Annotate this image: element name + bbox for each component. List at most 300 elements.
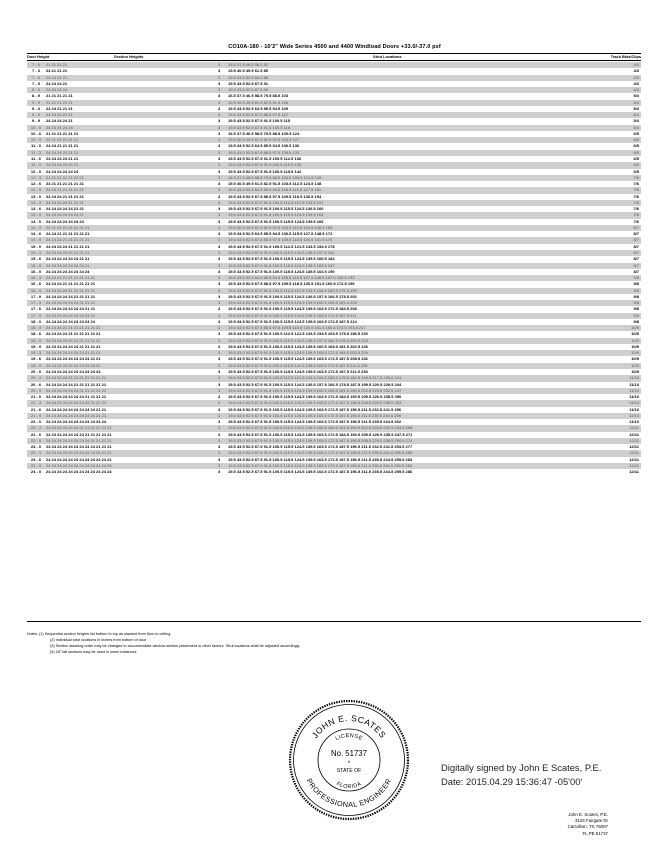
- section-count-cell: 3: [218, 362, 221, 368]
- strut-locations-cell: 19.5 43.5 52.5 67.5 88.5 97.5 109.5 118.5 130.5 151.5 160.5 172.5 193.5 217: [228, 325, 366, 331]
- section-count-cell: 3: [218, 300, 221, 306]
- door-height-cell: 22 - 3: [30, 425, 42, 431]
- track-bkts-cell: 11/10: [629, 375, 639, 381]
- door-height-cell: 7 - 9: [31, 80, 40, 86]
- section-count-cell: 3: [218, 112, 221, 118]
- strut-locations-cell: 19.5 43.5 52.5 64.5 85.5 94.5 106.5 130: [228, 143, 300, 149]
- section-heights-cell: 24 24 24 24 24 24 24 21 21 21: [46, 350, 101, 356]
- track-bkts-cell: 7/6: [633, 199, 639, 205]
- section-count-cell: 3: [218, 450, 221, 456]
- section-count-cell: 3: [218, 306, 221, 312]
- section-heights-cell: 24 24 24 24 24: [46, 124, 73, 130]
- section-count-cell: 3: [218, 356, 221, 362]
- strut-locations-cell: 19.5 43.5 52.5 67.5 91.5 100.5 115.5 124.5 139.5 163.5 172.5 187.5 196.5 208.5 229.5 238.5 253: [228, 400, 402, 406]
- door-height-cell: 17 - 6: [30, 306, 42, 312]
- track-bkts-cell: 6/5: [633, 162, 639, 168]
- door-height-cell: 11 - 0: [30, 143, 41, 149]
- section-heights-cell: 24 24 24 24 24 21 21 21: [46, 249, 90, 255]
- strut-locations-cell: 19.5 43.5 52.5 67.5 91.5 100.5 115.5 124.5 139.5 163.5 172.5 187.5 196.5 211.5 235.5 244.5 262: [228, 419, 402, 425]
- strut-locations-cell: 19.5 43.5 52.5 67.5 91.5 100.5 115.5 124.5 136.5 157.5 166.5 178.5 202: [228, 293, 357, 299]
- strut-locations-cell: 19.5 43.5 52.5 67.5 91.5 100.5 115.5 124.5 139.5 163.5 172.5 184.5 193.5 205.5 226.5 235.5 247.5 271: [228, 431, 413, 437]
- strut-locations-cell: 16.5 37.5 46.5 58.5 82: [228, 62, 269, 67]
- track-bkts-cell: 12/11: [629, 463, 639, 468]
- strut-locations-cell: 19.5 43.5 52.5 67.5 91.5 100.5 115.5 124.5 139.5 160.5 169.5 181.5 190.5 202.5 223.5 232.5 247: [228, 387, 402, 393]
- door-height-cell: 22 - 9: [30, 437, 42, 443]
- section-count-cell: 3: [218, 369, 221, 375]
- door-height-cell: 13 - 6: [30, 206, 42, 212]
- section-heights-cell: 24 24 24 24 21 21 21 21 21: [46, 287, 95, 293]
- header-top-rule: [27, 53, 641, 54]
- door-height-cell: 21 - 6: [30, 406, 42, 412]
- section-count-cell: 3: [218, 130, 221, 136]
- section-count-cell: 3: [218, 149, 221, 155]
- track-bkts-cell: 7/6: [633, 181, 639, 187]
- section-heights-cell: 24 24 21 21 21 21 21 21: [46, 231, 90, 237]
- section-count-cell: 3: [218, 456, 221, 462]
- strut-locations-cell: 19.5 43.5 52.5 67.5 91.5 100.5 112.5 136: [228, 155, 302, 161]
- strut-locations-cell: 19.5 43.5 52.5 67.5 91.5 100.5 115.5 124.5 139.5 163.5 172.5 187.5 211.5 238: [228, 369, 368, 375]
- section-count-cell: 3: [218, 444, 221, 450]
- section-count-cell: 3: [218, 193, 221, 199]
- signature-line-1: Digitally signed by John E Scates, P.E.: [441, 762, 602, 773]
- section-heights-cell: 24 24 24 24 24 24 24 24 24 24 24 24: [46, 463, 112, 468]
- strut-locations-cell: 19.5 43.5 52.5 67.5 91.5 100.5 115.5 124.5 139.5 163.5 172.5 187.5 196.5 211.5 235.5 244.5 259.5 283: [228, 463, 413, 468]
- strut-locations-cell: 19.5 43.5 52.5 67.5 91.5 100.5 115: [228, 118, 291, 124]
- section-count-cell: 3: [218, 425, 221, 431]
- door-height-cell: 21 - 3: [30, 400, 42, 406]
- section-count-cell: 3: [218, 212, 221, 218]
- section-count-cell: 3: [218, 437, 221, 443]
- door-height-cell: 19 - 3: [30, 350, 42, 356]
- strut-locations-cell: 19.5 40.5 49.5 61.5 82.5 91.5 103.5 112.5 124.5 145.5 169: [228, 224, 333, 230]
- track-bkts-cell: 7/6: [633, 206, 639, 212]
- track-bkts-cell: 10/9: [631, 356, 639, 362]
- seal-state-text: FLORIDA: [335, 781, 363, 791]
- header-bottom-rule: [27, 60, 641, 61]
- door-height-cell: 12 - 9: [30, 187, 42, 193]
- strut-locations-cell: 19.5 43.5 52.5 67.5 91.5 100.5 112.5 121.5 133.5 154.5 163.5 175.5 184.5 196.5 217.5 226.5 241: [228, 375, 402, 381]
- strut-locations-cell: 19.5 43.5 52.5 67.5 91.5 100.5 115.5 124.5 139.5 160.5 169.5 181.5 190.5 202.5 223.5 232.5 244.5 268: [228, 425, 413, 431]
- section-heights-cell: 24 24 24 24 24 24 24 24 24 24 21 21: [46, 450, 112, 456]
- notes-block: [27, 631, 300, 655]
- door-height-cell: 23 - 0: [30, 444, 42, 450]
- table-title: CO10A-180 - 10'2" Wide Series 4500 and 4400 Windload Doors +33.0/-37.0 psf: [228, 44, 441, 50]
- section-heights-cell: 24 24 21 21: [46, 74, 68, 80]
- track-bkts-cell: 8/7: [633, 256, 639, 262]
- door-height-cell: 15 - 9: [30, 262, 42, 268]
- strut-locations-cell: 19.5 43.5 52.5 67.5 91.5 100.5 115.5 124.5 139.5 160.5 184: [228, 256, 335, 262]
- track-bkts-cell: 6/5: [633, 143, 639, 149]
- section-count-cell: 3: [218, 174, 221, 180]
- engineer-address: [536, 812, 608, 837]
- track-bkts-cell: 11/10: [629, 387, 639, 393]
- track-bkts-cell: 12/11: [629, 425, 639, 431]
- door-height-cell: 18 - 0: [30, 318, 42, 324]
- door-height-cell: 20 - 0: [30, 369, 42, 375]
- track-bkts-cell: 8/7: [633, 237, 639, 243]
- track-bkts-cell: 9/8: [633, 300, 639, 306]
- track-bkts-cell: 6/5: [633, 149, 639, 155]
- track-bkts-cell: 5/4: [633, 99, 639, 105]
- section-heights-cell: 24 24 24 24 24 24 21 21 21 21: [46, 343, 101, 349]
- track-bkts-cell: 10/9: [631, 369, 639, 375]
- door-height-cell: 8 - 0: [31, 87, 40, 93]
- header-door-height: Door Height: [27, 54, 50, 59]
- strut-locations-cell: 19.5 40.5 49.5 61.5 82.5 91.5 103.5 127: [228, 137, 300, 143]
- engineer-street: 3126 Fairgate Dr: [575, 818, 608, 824]
- strut-locations-cell: 19.5 43.5 52.5 64.5 88: [228, 74, 269, 80]
- section-heights-cell: 24 21 21 21 21 21: [46, 137, 79, 143]
- section-heights-cell: 24 24 24 21: [46, 80, 68, 86]
- section-count-cell: 3: [218, 218, 221, 224]
- track-bkts-cell: 10/9: [631, 331, 639, 337]
- note-3: (3) Section stacking order may be changed to accommodate window section placement or other factors. Strut locations shall be adjusted accordingly.: [50, 644, 301, 648]
- door-height-cell: 23 - 9: [30, 463, 42, 468]
- track-bkts-cell: 11/10: [629, 394, 639, 400]
- strut-table: [27, 62, 641, 476]
- section-count-cell: 3: [218, 375, 221, 381]
- door-height-cell: 10 - 0: [30, 124, 42, 130]
- engineer-pe: FL PE 51737: [582, 830, 608, 836]
- section-heights-cell: 21 21 21 21 21 21 21: [46, 174, 84, 180]
- section-heights-cell: 24 24 24 21 21 21 21 21 21: [46, 281, 95, 287]
- door-height-cell: 12 - 0: [30, 168, 42, 174]
- section-heights-cell: 21 21 21 21 21: [46, 93, 73, 99]
- seal-bottom-text: PROFESSIONAL ENGINEER: [304, 776, 394, 810]
- section-count-cell: 3: [218, 243, 221, 249]
- door-height-cell: 16 - 0: [30, 268, 42, 274]
- track-bkts-cell: 6/5: [633, 137, 639, 143]
- section-heights-cell: 21 21 21 21: [46, 62, 68, 67]
- table-bottom-rule: [27, 621, 641, 622]
- door-height-cell: 19 - 0: [30, 343, 42, 349]
- section-count-cell: 3: [218, 262, 221, 268]
- strut-locations-cell: 19.5 43.5 52.5 67.5 88.5 97.5 112: [228, 112, 288, 118]
- track-bkts-cell: 12/11: [629, 456, 639, 462]
- section-count-cell: 3: [218, 469, 221, 475]
- door-height-cell: 8 - 9: [31, 93, 40, 99]
- door-height-cell: 13 - 3: [30, 199, 42, 205]
- section-heights-cell: 24 24 24 24 24 24 24 21 21 21 21: [46, 394, 107, 400]
- door-height-cell: 23 - 3: [30, 450, 42, 456]
- section-count-cell: 3: [218, 337, 221, 343]
- section-heights-cell: 24 24 21 21 21 21 21 21 21: [46, 275, 95, 281]
- strut-locations-cell: 19.5 43.5 52.5 64.5 85.5 94.5 106.5 115.5 127.5 148.5 172: [228, 231, 333, 237]
- track-bkts-cell: 7/6: [633, 212, 639, 218]
- door-height-cell: 11 - 9: [31, 162, 41, 168]
- track-bkts-cell: 4/3: [633, 87, 639, 93]
- section-heights-cell: 24 24 24 24 21: [46, 118, 73, 124]
- section-count-cell: 3: [218, 80, 221, 86]
- engineer-city: Carrollton, TX 75007: [567, 824, 608, 830]
- section-count-cell: 3: [218, 325, 221, 331]
- door-height-cell: 22 - 0: [30, 419, 42, 425]
- strut-locations-cell: 19.5 40.5 49.5 61.5 82.5 91.5 103.5 112.5 124.5 148: [228, 181, 322, 187]
- door-height-cell: 9 - 3: [31, 105, 40, 111]
- door-height-cell: 13 - 9: [30, 212, 42, 218]
- section-count-cell: 3: [218, 231, 221, 237]
- section-heights-cell: 24 24 24 24 24 24 24 24 21 21: [46, 356, 101, 362]
- seal-name-text: JOHN E. SCATES: [309, 712, 389, 741]
- section-count-cell: 3: [218, 62, 221, 67]
- door-height-cell: 10 - 9: [30, 137, 42, 143]
- section-count-cell: 3: [218, 431, 221, 437]
- section-count-cell: 3: [218, 93, 221, 99]
- strut-locations-cell: 19.5 43.5 52.5 67.5 91.5 100.5 115.5 142: [228, 168, 302, 174]
- section-heights-cell: 24 21 21 21 21 21 21: [46, 181, 84, 187]
- section-count-cell: 3: [218, 206, 221, 212]
- track-bkts-cell: 10/9: [631, 337, 639, 343]
- door-height-cell: 16 - 9: [30, 287, 42, 293]
- section-count-cell: 3: [218, 237, 221, 243]
- section-count-cell: 3: [218, 281, 221, 287]
- door-height-cell: 24 - 0: [30, 469, 42, 475]
- strut-locations-cell: 19.5 43.5 52.5 67.5 91.5 100.5 112.5 121.5 133.5 154.5 163.5 175.5 196.5 220: [228, 331, 368, 337]
- section-count-cell: 3: [218, 143, 221, 149]
- section-heights-cell: 24 21 21 21: [46, 68, 68, 74]
- section-heights-cell: 24 24 24 24 24 24 24 24 24 24 21: [46, 412, 107, 418]
- track-bkts-cell: 5/4: [633, 112, 639, 118]
- strut-locations-cell: 19.5 43.5 52.5 67.5 91.5 100.5 115.5 124.5 139.5 163.5 172.5 184.5 193.5 205.5 226.5 235.5 250: [228, 394, 402, 400]
- seal-number: No. 51737: [331, 749, 367, 758]
- strut-locations-cell: 19.5 43.5 52.5 67.5 91: [228, 80, 269, 86]
- section-heights-cell: 21 21 21 21 21 21: [46, 130, 79, 136]
- section-heights-cell: 24 24 24 21 21: [46, 112, 73, 118]
- door-height-cell: 7 - 0: [31, 62, 40, 67]
- track-bkts-cell: 5/4: [633, 118, 639, 124]
- section-count-cell: 3: [218, 400, 221, 406]
- digital-signature: [441, 761, 601, 789]
- section-count-cell: 3: [218, 137, 221, 143]
- strut-locations-cell: 16.5 37.5 46.5 58.5 79.5 88.5 103: [228, 93, 289, 99]
- track-bkts-cell: 7/6: [633, 193, 639, 199]
- header-section-heights: Section Heights: [114, 54, 144, 59]
- section-heights-cell: 24 24 24 24 24 24 24 24 24 21 21: [46, 406, 107, 412]
- track-bkts-cell: 12/11: [629, 450, 639, 456]
- track-bkts-cell: 6/5: [633, 168, 639, 174]
- track-bkts-cell: 10/9: [631, 350, 639, 356]
- section-count-cell: 3: [218, 168, 221, 174]
- professional-engineer-seal: [288, 699, 410, 821]
- strut-locations-cell: 19.5 43.5 52.5 67.5 91.5 100.5 115.5 124.5 139.5 163.5 172.5 187.5 196.5 211.5 235.5 244.5 259.5 286: [228, 469, 413, 475]
- section-heights-cell: 24 24 24 21 21 21 21 21: [46, 237, 90, 243]
- section-count-cell: 3: [218, 249, 221, 255]
- track-bkts-cell: 10/9: [631, 362, 639, 368]
- door-height-cell: 12 - 6: [30, 181, 42, 187]
- section-count-cell: 3: [218, 394, 221, 400]
- section-heights-cell: 24 24 24 24 24 24 24 24 24 24: [46, 369, 101, 375]
- door-height-cell: 15 - 0: [30, 243, 42, 249]
- track-bkts-cell: 11/10: [629, 406, 639, 412]
- door-height-cell: 18 - 6: [30, 331, 42, 337]
- door-height-cell: 10 - 6: [30, 130, 42, 136]
- track-bkts-cell: 11/10: [629, 381, 639, 387]
- door-height-cell: 14 - 9: [30, 237, 42, 243]
- strut-locations-cell: 19.5 43.5 52.5 67.5 91.5 100.5 118: [228, 124, 290, 130]
- strut-locations-cell: 19.5 43.5 52.5 67.5 91.5 100.5 115.5 124.5 136.5 160: [228, 206, 324, 212]
- strut-locations-cell: 19.5 43.5 52.5 67.5 91.5 100.5 115.5 124.5 139.5 163.5 187: [228, 262, 335, 268]
- section-count-cell: 3: [218, 118, 221, 124]
- door-height-cell: 7 - 6: [31, 74, 40, 80]
- strut-locations-cell: 19.5 43.5 52.5 67.5 91.5 100.5 115.5 124.5 139.5 163: [228, 212, 324, 218]
- section-heights-cell: 24 24 24 24 24 24 21: [46, 212, 84, 218]
- strut-locations-cell: 19.5 43.5 52.5 67.5 91.5 100.5 115.5 124.5 139.5 160.5 169.5 181.5 202.5 226: [228, 343, 368, 349]
- strut-locations-cell: 19.5 43.5 52.5 67.5 91.5 100.5 115.5 124.5 139.5 163.5 190: [228, 268, 335, 274]
- header-strut-locations: Strut Locations: [373, 54, 402, 59]
- section-heights-cell: 24 24 24 24 24 21: [46, 162, 79, 168]
- strut-locations-cell: 19.5 43.5 52.5 67.5 91.5 100.5 112.5 121.5 133.5 154.5 178: [228, 243, 335, 249]
- strut-locations-cell: 19.5 43.5 52.5 67.5 91.5 100.5 112.5 121.5 133.5 157: [228, 199, 324, 205]
- section-count-cell: 3: [218, 199, 221, 205]
- section-count-cell: 3: [218, 187, 221, 193]
- section-count-cell: 3: [218, 406, 221, 412]
- track-bkts-cell: 8/7: [633, 231, 639, 237]
- strut-locations-cell: 19.5 40.5 49.5 61.5 82.5 91.5 106: [228, 99, 289, 105]
- track-bkts-cell: 7/6: [633, 187, 639, 193]
- section-heights-cell: 24 24 24 24 21 21 21: [46, 199, 84, 205]
- section-heights-cell: 24 24 24 21 21 21: [46, 149, 79, 155]
- section-heights-cell: 24 24 21 21 21 21 21: [46, 187, 84, 193]
- section-heights-cell: 24 24 24 24 24 21 21 21 21 21 21: [46, 381, 107, 387]
- engineer-name: John E. Scates, P.E.: [568, 812, 608, 817]
- track-bkts-cell: 9/8: [633, 312, 639, 318]
- strut-locations-cell: 19.5 43.5 52.5 67.5 91.5 100.5 115.5 124.5 139.5 160.5 169.5 181.5 205: [228, 300, 357, 306]
- strut-locations-cell: 16.5 37.5 46.5 58.5 79.5 88.5 100.5 124: [228, 130, 300, 136]
- strut-locations-cell: 19.5 43.5 52.5 67.5 91.5 100.5 115.5 124.5 136.5 157.5 166.5 178.5 199.5 223: [228, 337, 368, 343]
- strut-locations-cell: 19.5 43.5 52.5 67.5 91.5 100.5 115.5 124.5 139.5 163.5 172.5 187.5 196.5 211.5 235.5 244.5 259.5 283: [228, 456, 413, 462]
- door-height-cell: 17 - 9: [30, 312, 42, 318]
- track-bkts-cell: 12/11: [629, 469, 639, 475]
- track-bkts-cell: 9/8: [633, 306, 639, 312]
- strut-locations-cell: 19.5 43.5 52.5 67.5 91.5 100.5 115.5 124.5 139.5 163.5 172.5 187.5 196.5 211.5 235.5 244.5 256.5 280: [228, 450, 413, 456]
- track-bkts-cell: 5/4: [633, 124, 639, 130]
- section-heights-cell: 24 24 24 24 24 24 21 21: [46, 256, 90, 262]
- section-heights-cell: 24 24 24 24 24 24 24 24: [46, 268, 90, 274]
- section-count-cell: 3: [218, 105, 221, 111]
- track-bkts-cell: 8/7: [633, 262, 639, 268]
- section-heights-cell: 24 24 21 21 21: [46, 105, 73, 111]
- seal-state-of: STATE OF: [336, 768, 362, 774]
- section-count-cell: 3: [218, 162, 221, 168]
- track-bkts-cell: 4/3: [633, 80, 639, 86]
- section-count-cell: 3: [218, 181, 221, 187]
- section-heights-cell: 24 24 24 24: [46, 87, 68, 93]
- section-count-cell: 3: [218, 99, 221, 105]
- door-height-cell: 15 - 3: [30, 249, 42, 255]
- section-count-cell: 3: [218, 275, 221, 281]
- strut-locations-cell: 19.5 43.5 52.5 67.5 91.5 100.5 115.5 124.5 139.5 163.5 172.5 187.5 196.5 211.5 232.5 241.5 253.5 277: [228, 444, 413, 450]
- section-heights-cell: 24 24 24 24 24 24 24 24 24 24 24 24: [46, 469, 112, 475]
- section-heights-cell: 24 24 24 24 24 24 24 24 24 24 24 21: [46, 456, 112, 462]
- track-bkts-cell: 5/4: [633, 93, 639, 99]
- strut-locations-cell: 19.5 43.5 52.5 67.5 88.5 97.5 109.5 133: [228, 149, 300, 155]
- section-heights-cell: 24 24 24 24 24 24 24 21: [46, 262, 90, 268]
- door-height-cell: 13 - 0: [30, 193, 42, 199]
- section-heights-cell: 24 24 24 24 24 24 24 24 24 24 24: [46, 419, 107, 425]
- door-height-cell: 11 - 3: [31, 149, 41, 155]
- strut-locations-cell: 19.5 43.5 52.5 67.5 91.5 100.5 115.5 124.5 139.5 163.5 172.5 187.5 214: [228, 318, 357, 324]
- seal-license-text: LICENSE: [334, 732, 364, 743]
- track-bkts-cell: 11/10: [629, 412, 639, 418]
- strut-locations-cell: 19.5 43.5 52.5 67.5 91.5 100.5 115.5 124.5 139.5 163.5 172.5 187.5 211: [228, 312, 357, 318]
- track-bkts-cell: 12/11: [629, 444, 639, 450]
- door-height-cell: 19 - 9: [30, 362, 42, 368]
- track-bkts-cell: 12/11: [629, 431, 639, 437]
- strut-locations-cell: 19.5 43.5 52.5 64.5 85.5 94.5 109: [228, 105, 289, 111]
- door-height-cell: 9 - 0: [31, 99, 40, 105]
- section-count-cell: 3: [218, 155, 221, 161]
- door-height-cell: 21 - 0: [30, 394, 42, 400]
- door-height-cell: 20 - 6: [30, 381, 42, 387]
- door-height-cell: 17 - 3: [30, 300, 42, 306]
- strut-locations-cell: 19.5 43.5 52.5 67.5 91.5 100.5 115.5 124.5 139.5 163.5 172.5 187.5 196.5 208.5 229.5 238.5 250.5 274: [228, 437, 413, 443]
- section-count-cell: 3: [218, 463, 221, 468]
- track-bkts-cell: 4/3: [633, 62, 639, 67]
- door-height-cell: 20 - 3: [30, 375, 42, 381]
- track-bkts-cell: 6/5: [633, 155, 639, 161]
- strut-locations-cell: 19.5 43.5 52.5 64.5 85.5 94.5 106.5 115.5 127.5 151: [228, 187, 322, 193]
- section-count-cell: 3: [218, 312, 221, 318]
- section-heights-cell: 24 24 24 24 24 24 21 21 21: [46, 300, 95, 306]
- note-4: (4) 18" tall sections may be used in some instances.: [50, 650, 138, 654]
- section-heights-cell: 24 24 24 24 24 21 21 21 21 21: [46, 337, 101, 343]
- strut-locations-cell: 19.5 43.5 52.5 67.5 88.5 97.5 109.5 118.5 130.5 154: [228, 193, 322, 199]
- section-count-cell: 3: [218, 419, 221, 425]
- door-height-cell: 16 - 3: [30, 275, 42, 281]
- strut-locations-cell: 19.5 43.5 52.5 67.5 88.5 97.5 109.5 118.5 130.5 151.5 175: [228, 237, 333, 243]
- track-bkts-cell: 7/6: [633, 218, 639, 224]
- strut-locations-cell: 19.5 40.5 49.5 61.5 85: [228, 68, 269, 74]
- strut-locations-cell: 19.5 43.5 52.5 67.5 88.5 97.5 109.5 118.5 130.5 151.5 160.5 172.5 196: [228, 281, 355, 287]
- section-count-cell: 3: [218, 412, 221, 418]
- section-count-cell: 3: [218, 74, 221, 80]
- door-height-cell: 12 - 3: [30, 174, 42, 180]
- track-bkts-cell: 8/7: [633, 243, 639, 249]
- track-bkts-cell: 8/7: [633, 249, 639, 255]
- section-heights-cell: 24 24 21 21 21 21: [46, 143, 79, 149]
- track-bkts-cell: 9/8: [633, 293, 639, 299]
- track-bkts-cell: 9/8: [633, 287, 639, 293]
- signature-line-2: Date: 2015.04.29 15:36:47 -05'00': [441, 776, 583, 787]
- strut-locations-cell: 19.5 43.5 52.5 67.5 91.5 100.5 115.5 124.5 139.5 163.5 172.5 184.5 205.5 229: [228, 350, 368, 356]
- section-count-cell: 3: [218, 287, 221, 293]
- track-bkts-cell: 9/8: [633, 275, 639, 281]
- strut-locations-cell: 19.5 43.5 52.5 67.5 91.5 100.5 115.5 124.5 139.5 163.5 172.5 187.5 196.5 211.5 232.5 241.5 256: [228, 406, 402, 412]
- section-count-cell: 3: [218, 318, 221, 324]
- strut-locations-cell: 19.5 43.5 52.5 67.5 91.5 100.5 115.5 124.5 139.5 163.5 172.5 187.5 211.5 235: [228, 362, 368, 368]
- strut-locations-cell: 19.5 43.5 52.5 67.5 91.5 100.5 115.5 124.5 139.5 166: [228, 218, 324, 224]
- track-bkts-cell: 9/8: [633, 281, 639, 287]
- strut-locations-cell: 16.5 37.5 46.5 58.5 79.5 88.5 100.5 109.5 121.5 145: [228, 174, 322, 180]
- door-height-cell: 14 - 6: [30, 231, 42, 237]
- track-bkts-cell: 11/10: [629, 400, 639, 406]
- section-count-cell: 3: [218, 293, 221, 299]
- strut-locations-cell: 19.5 43.5 52.5 67.5 91.5 100.5 115.5 139: [228, 162, 302, 168]
- section-heights-cell: 24 24 24 24 24 24 24 24 24: [46, 318, 95, 324]
- door-height-cell: 15 - 6: [30, 256, 42, 262]
- section-heights-cell: 24 24 24 24 24 24 24 24 21: [46, 312, 95, 318]
- section-count-cell: 3: [218, 331, 221, 337]
- section-heights-cell: 24 24 24 24 24 24 24 24 24 21 21 21: [46, 444, 112, 450]
- track-bkts-cell: 7/6: [633, 174, 639, 180]
- strut-locations-cell: 19.5 43.5 52.5 67.5 94: [228, 87, 269, 93]
- note-2: (2) Individual strut locations in inches from bottom of door: [50, 638, 147, 642]
- section-heights-cell: 24 24 24 24 24 24 21 21 21 21 21: [46, 387, 107, 393]
- door-height-cell: 14 - 3: [30, 224, 42, 230]
- door-height-cell: 18 - 3: [30, 325, 42, 331]
- section-count-cell: 3: [218, 256, 221, 262]
- door-height-cell: 7 - 3: [31, 68, 40, 74]
